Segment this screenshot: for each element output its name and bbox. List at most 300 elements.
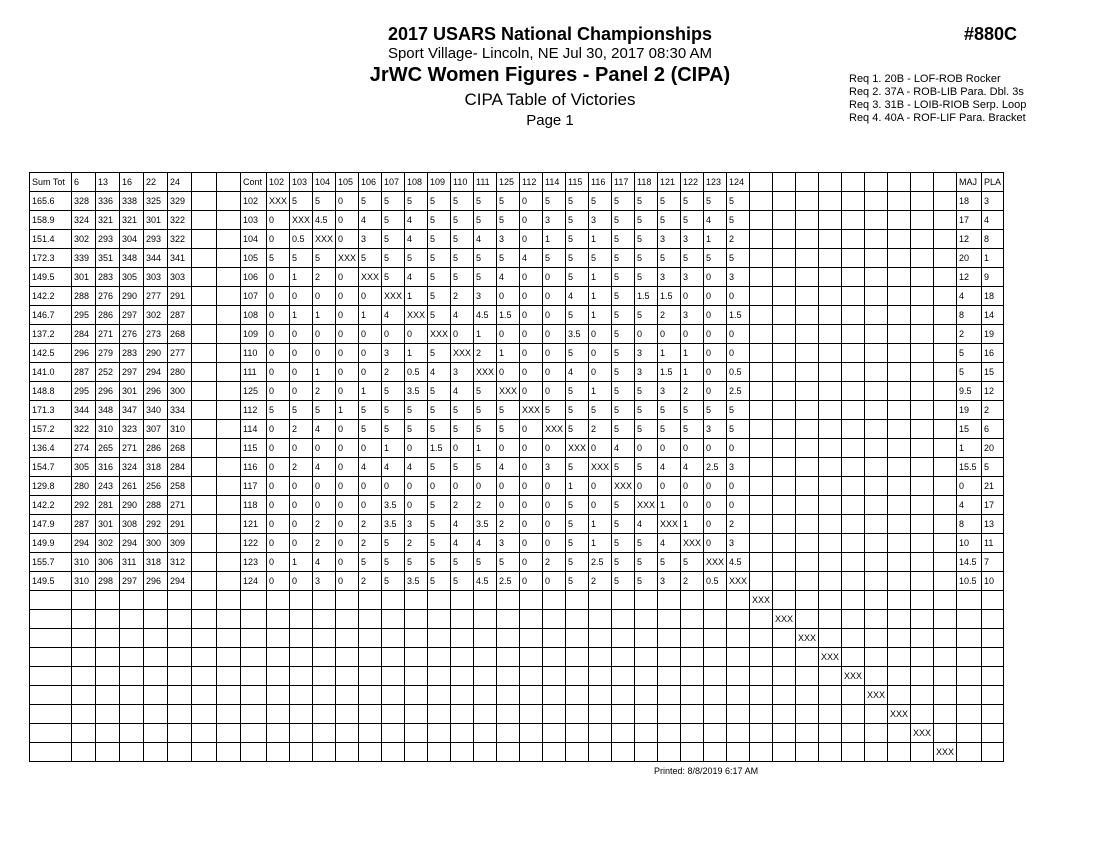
victory-cell: 3 bbox=[635, 363, 658, 382]
opponent-header: 125 bbox=[497, 173, 520, 192]
empty-cell bbox=[750, 705, 773, 724]
empty-cell bbox=[474, 724, 497, 743]
empty-cell bbox=[888, 515, 911, 534]
victory-cell: 5 bbox=[727, 249, 750, 268]
score-header: 16 bbox=[120, 173, 144, 192]
empty-cell bbox=[451, 629, 474, 648]
victory-cell: 5 bbox=[566, 572, 589, 591]
empty-cell bbox=[336, 648, 359, 667]
victory-cell: 0 bbox=[520, 553, 543, 572]
victory-cell: 5 bbox=[405, 553, 428, 572]
victory-cell: 0 bbox=[359, 439, 382, 458]
victory-cell: 0 bbox=[267, 382, 290, 401]
empty-cell bbox=[796, 192, 819, 211]
victory-cell: 5 bbox=[681, 249, 704, 268]
victory-cell: 0 bbox=[727, 287, 750, 306]
score-cell: 322 bbox=[72, 420, 96, 439]
blank-row bbox=[30, 648, 1004, 667]
empty-cell bbox=[819, 629, 842, 648]
victory-cell: 0 bbox=[290, 344, 313, 363]
victory-cell: 4 bbox=[704, 211, 727, 230]
victory-cell: 5 bbox=[612, 344, 635, 363]
victory-cell: 5 bbox=[635, 534, 658, 553]
score-cell: 281 bbox=[96, 496, 120, 515]
empty-cell bbox=[451, 667, 474, 686]
score-cell: 295 bbox=[72, 306, 96, 325]
table-row bbox=[30, 420, 1004, 439]
place-cell: 13 bbox=[982, 515, 1004, 534]
empty-cell bbox=[727, 705, 750, 724]
victory-cell: 5 bbox=[497, 192, 520, 211]
score-cell: 338 bbox=[120, 192, 144, 211]
empty-cell bbox=[704, 629, 727, 648]
victory-cell: 5 bbox=[612, 325, 635, 344]
score-cell: 351 bbox=[96, 249, 120, 268]
empty-cell bbox=[704, 743, 727, 762]
victory-cell: 0 bbox=[290, 363, 313, 382]
empty-cell bbox=[911, 306, 934, 325]
empty-cell bbox=[217, 401, 241, 420]
empty-cell bbox=[144, 667, 168, 686]
victory-cell: 5 bbox=[313, 249, 336, 268]
empty-cell bbox=[750, 344, 773, 363]
empty-cell bbox=[96, 629, 120, 648]
empty-cell bbox=[865, 306, 888, 325]
victory-cell: 0 bbox=[543, 515, 566, 534]
victory-cell: 3 bbox=[681, 268, 704, 287]
sum-total-cell: 142.2 bbox=[30, 496, 72, 515]
victory-cell: 0 bbox=[497, 439, 520, 458]
score-cell: 268 bbox=[168, 439, 192, 458]
empty-cell bbox=[773, 629, 796, 648]
score-cell: 328 bbox=[72, 192, 96, 211]
empty-cell bbox=[888, 230, 911, 249]
victory-cell: 5 bbox=[566, 211, 589, 230]
victory-cell: 1 bbox=[566, 477, 589, 496]
opponent-header: 114 bbox=[543, 173, 566, 192]
victory-cell: 0 bbox=[336, 306, 359, 325]
victory-cell: 0 bbox=[290, 287, 313, 306]
contestant-number-cell: 104 bbox=[241, 230, 267, 249]
empty-cell bbox=[934, 648, 957, 667]
victory-cell: 4.5 bbox=[313, 211, 336, 230]
victory-cell: 5 bbox=[290, 192, 313, 211]
score-cell: 243 bbox=[96, 477, 120, 496]
empty-cell bbox=[842, 705, 865, 724]
empty-cell bbox=[865, 325, 888, 344]
empty-cell bbox=[192, 439, 217, 458]
empty-cell bbox=[819, 344, 842, 363]
empty-cell bbox=[911, 667, 934, 686]
victory-cell: 0 bbox=[336, 496, 359, 515]
victory-cell: 0 bbox=[589, 363, 612, 382]
victory-cell: 0 bbox=[405, 325, 428, 344]
empty-cell bbox=[30, 686, 72, 705]
victory-cell: 1 bbox=[658, 496, 681, 515]
victory-cell: 0 bbox=[727, 496, 750, 515]
empty-cell bbox=[750, 363, 773, 382]
victory-cell: XXX bbox=[313, 230, 336, 249]
victory-cell: 0 bbox=[336, 287, 359, 306]
victory-cell: 5 bbox=[612, 249, 635, 268]
empty-cell bbox=[934, 420, 957, 439]
victory-cell: 5 bbox=[543, 192, 566, 211]
victory-cell: 4.5 bbox=[474, 306, 497, 325]
victory-cell: 0 bbox=[336, 268, 359, 287]
victory-cell: 1 bbox=[290, 306, 313, 325]
contestant-number-cell: 114 bbox=[241, 420, 267, 439]
victory-cell: XXX bbox=[382, 287, 405, 306]
empty-cell bbox=[72, 686, 96, 705]
empty-cell bbox=[290, 629, 313, 648]
majority-cell: 15.5 bbox=[957, 458, 982, 477]
empty-cell bbox=[96, 610, 120, 629]
victory-cell: 2 bbox=[727, 230, 750, 249]
empty-cell bbox=[520, 591, 543, 610]
victory-cell: 2 bbox=[727, 515, 750, 534]
victory-cell: 3 bbox=[658, 572, 681, 591]
victory-cell: 0 bbox=[589, 477, 612, 496]
empty-cell bbox=[773, 230, 796, 249]
opponent-header: 102 bbox=[267, 173, 290, 192]
pla-header: PLA bbox=[982, 173, 1004, 192]
score-cell: 341 bbox=[168, 249, 192, 268]
empty-cell bbox=[982, 724, 1004, 743]
victory-cell: 0 bbox=[313, 325, 336, 344]
victory-cell: 0 bbox=[267, 306, 290, 325]
place-cell: 21 bbox=[982, 477, 1004, 496]
score-header: 6 bbox=[72, 173, 96, 192]
empty-cell bbox=[773, 496, 796, 515]
victory-cell: 1 bbox=[589, 382, 612, 401]
victory-cell: 5 bbox=[382, 268, 405, 287]
empty-cell bbox=[796, 344, 819, 363]
empty-cell bbox=[144, 705, 168, 724]
majority-cell: 14.5 bbox=[957, 553, 982, 572]
victory-cell: 1.5 bbox=[497, 306, 520, 325]
empty-cell bbox=[72, 724, 96, 743]
empty-cell bbox=[267, 743, 290, 762]
victory-cell: 2 bbox=[313, 268, 336, 287]
victory-cell: 1.5 bbox=[658, 363, 681, 382]
empty-cell bbox=[192, 230, 217, 249]
empty-cell bbox=[819, 249, 842, 268]
sum-total-cell: 158.9 bbox=[30, 211, 72, 230]
empty-cell bbox=[865, 667, 888, 686]
victory-cell: 0.5 bbox=[704, 572, 727, 591]
score-cell: 312 bbox=[168, 553, 192, 572]
victory-cell: 3.5 bbox=[566, 325, 589, 344]
victory-cell: 2.5 bbox=[589, 553, 612, 572]
majority-cell: 10 bbox=[957, 534, 982, 553]
empty-cell bbox=[72, 591, 96, 610]
victory-cell: 2 bbox=[313, 515, 336, 534]
victory-cell: 5 bbox=[658, 211, 681, 230]
empty-cell bbox=[865, 401, 888, 420]
victory-cell: 0 bbox=[451, 325, 474, 344]
empty-cell bbox=[911, 496, 934, 515]
empty-cell bbox=[405, 610, 428, 629]
score-header: 13 bbox=[96, 173, 120, 192]
empty-cell bbox=[589, 667, 612, 686]
victory-cell: 3 bbox=[589, 211, 612, 230]
score-cell: 321 bbox=[96, 211, 120, 230]
place-cell: 8 bbox=[982, 230, 1004, 249]
victory-cell: 5 bbox=[382, 249, 405, 268]
empty-cell bbox=[750, 230, 773, 249]
victory-cell: 4 bbox=[658, 534, 681, 553]
score-cell: 290 bbox=[144, 344, 168, 363]
opponent-header: 111 bbox=[474, 173, 497, 192]
empty-cell bbox=[497, 705, 520, 724]
contestant-number-cell: 117 bbox=[241, 477, 267, 496]
victory-cell: 0 bbox=[290, 496, 313, 515]
empty-cell bbox=[704, 705, 727, 724]
empty-cell bbox=[796, 306, 819, 325]
victory-cell: 5 bbox=[428, 192, 451, 211]
empty-cell bbox=[428, 648, 451, 667]
victory-cell: 5 bbox=[428, 401, 451, 420]
victory-cell: 0 bbox=[704, 287, 727, 306]
empty-cell bbox=[819, 667, 842, 686]
victory-cell: 5 bbox=[612, 515, 635, 534]
victory-cell: 4 bbox=[313, 420, 336, 439]
empty-cell bbox=[750, 173, 773, 192]
empty-cell bbox=[934, 458, 957, 477]
empty-cell bbox=[267, 648, 290, 667]
empty-cell bbox=[217, 306, 241, 325]
empty-cell bbox=[241, 705, 267, 724]
empty-cell bbox=[168, 724, 192, 743]
victory-cell: 5 bbox=[497, 249, 520, 268]
empty-cell bbox=[144, 591, 168, 610]
empty-cell bbox=[217, 192, 241, 211]
empty-cell bbox=[267, 686, 290, 705]
empty-cell bbox=[612, 648, 635, 667]
score-cell: 252 bbox=[96, 363, 120, 382]
score-cell: 347 bbox=[120, 401, 144, 420]
empty-cell bbox=[911, 610, 934, 629]
victory-cell: 5 bbox=[428, 306, 451, 325]
empty-cell bbox=[842, 496, 865, 515]
empty-cell bbox=[168, 667, 192, 686]
victory-cell: 0 bbox=[543, 344, 566, 363]
victory-cell: 0 bbox=[543, 534, 566, 553]
score-cell: 296 bbox=[96, 382, 120, 401]
victory-cell: 0 bbox=[727, 325, 750, 344]
empty-cell bbox=[819, 572, 842, 591]
victory-cell: 5 bbox=[474, 211, 497, 230]
victory-cell: 5 bbox=[451, 230, 474, 249]
empty-cell bbox=[934, 268, 957, 287]
victory-cell: 3 bbox=[543, 458, 566, 477]
victory-cell: 4 bbox=[520, 249, 543, 268]
empty-cell bbox=[658, 591, 681, 610]
empty-cell bbox=[865, 173, 888, 192]
victory-cell: 0 bbox=[336, 420, 359, 439]
victory-cell: 0 bbox=[267, 287, 290, 306]
empty-cell bbox=[982, 667, 1004, 686]
empty-cell bbox=[359, 629, 382, 648]
empty-cell bbox=[497, 648, 520, 667]
majority-cell: 8 bbox=[957, 306, 982, 325]
majority-cell: 0 bbox=[957, 477, 982, 496]
score-cell: 294 bbox=[144, 363, 168, 382]
victory-cell: 5 bbox=[405, 249, 428, 268]
empty-cell bbox=[911, 648, 934, 667]
empty-cell bbox=[842, 249, 865, 268]
table-row bbox=[30, 268, 1004, 287]
sum-total-cell: 149.5 bbox=[30, 268, 72, 287]
empty-cell bbox=[405, 705, 428, 724]
victory-cell: 0 bbox=[589, 325, 612, 344]
empty-cell bbox=[819, 743, 842, 762]
victory-cell: 0 bbox=[520, 325, 543, 344]
victory-cell: 2 bbox=[313, 382, 336, 401]
empty-cell bbox=[451, 686, 474, 705]
victory-cell: 0 bbox=[589, 344, 612, 363]
empty-cell bbox=[819, 705, 842, 724]
victory-cell: 5 bbox=[382, 382, 405, 401]
empty-cell bbox=[120, 724, 144, 743]
empty-cell bbox=[842, 401, 865, 420]
score-cell: 302 bbox=[96, 534, 120, 553]
score-cell: 271 bbox=[168, 496, 192, 515]
requirement-item: Req 4. 40A - ROF-LIF Para. Bracket bbox=[849, 112, 1026, 124]
empty-cell bbox=[120, 705, 144, 724]
victory-cell: 0 bbox=[727, 477, 750, 496]
victory-cell: 2.5 bbox=[497, 572, 520, 591]
victory-cell: 4 bbox=[497, 268, 520, 287]
victory-cell: 2 bbox=[451, 287, 474, 306]
majority-cell: 12 bbox=[957, 268, 982, 287]
empty-cell bbox=[796, 268, 819, 287]
score-cell: 309 bbox=[168, 534, 192, 553]
victory-cell: 5 bbox=[428, 534, 451, 553]
empty-cell bbox=[543, 591, 566, 610]
empty-cell bbox=[865, 629, 888, 648]
empty-cell bbox=[842, 724, 865, 743]
empty-cell bbox=[658, 686, 681, 705]
victory-cell: 1 bbox=[405, 287, 428, 306]
empty-cell bbox=[543, 743, 566, 762]
empty-cell bbox=[773, 420, 796, 439]
empty-cell bbox=[217, 496, 241, 515]
empty-cell bbox=[192, 724, 217, 743]
empty-cell bbox=[750, 401, 773, 420]
empty-cell bbox=[520, 629, 543, 648]
empty-cell bbox=[934, 610, 957, 629]
victory-cell: 0 bbox=[336, 515, 359, 534]
empty-cell bbox=[796, 667, 819, 686]
empty-cell bbox=[888, 686, 911, 705]
empty-cell bbox=[934, 667, 957, 686]
empty-cell bbox=[865, 344, 888, 363]
empty-cell bbox=[497, 667, 520, 686]
empty-cell bbox=[819, 192, 842, 211]
empty-cell bbox=[451, 705, 474, 724]
empty-cell bbox=[911, 344, 934, 363]
empty-cell bbox=[359, 724, 382, 743]
majority-cell: 10.5 bbox=[957, 572, 982, 591]
victory-cell: 0 bbox=[267, 268, 290, 287]
empty-cell bbox=[888, 591, 911, 610]
victory-cell: 0 bbox=[405, 477, 428, 496]
victory-cell: 0 bbox=[543, 325, 566, 344]
empty-cell bbox=[359, 667, 382, 686]
sum-total-cell: 142.2 bbox=[30, 287, 72, 306]
victory-cell: 0 bbox=[589, 496, 612, 515]
victory-cell: 5 bbox=[612, 363, 635, 382]
victory-cell: 0 bbox=[267, 477, 290, 496]
score-cell: 307 bbox=[144, 420, 168, 439]
empty-cell bbox=[217, 325, 241, 344]
empty-cell bbox=[192, 743, 217, 762]
victory-cell: 5 bbox=[658, 249, 681, 268]
victory-cell: 5 bbox=[290, 401, 313, 420]
score-cell: 296 bbox=[72, 344, 96, 363]
empty-cell bbox=[842, 629, 865, 648]
empty-cell bbox=[888, 382, 911, 401]
empty-cell bbox=[72, 705, 96, 724]
empty-cell bbox=[241, 667, 267, 686]
victory-cell: 5 bbox=[451, 401, 474, 420]
victory-cell: 0 bbox=[451, 477, 474, 496]
victory-cell: 5 bbox=[566, 230, 589, 249]
empty-cell bbox=[750, 724, 773, 743]
empty-cell bbox=[842, 553, 865, 572]
blank-row bbox=[30, 743, 1004, 762]
score-cell: 288 bbox=[144, 496, 168, 515]
score-cell: 300 bbox=[168, 382, 192, 401]
empty-cell bbox=[566, 629, 589, 648]
empty-cell bbox=[120, 667, 144, 686]
empty-cell bbox=[681, 724, 704, 743]
empty-cell bbox=[842, 344, 865, 363]
blank-row bbox=[30, 610, 1004, 629]
empty-cell bbox=[750, 667, 773, 686]
victory-cell: 0 bbox=[290, 382, 313, 401]
table-row bbox=[30, 534, 1004, 553]
empty-cell bbox=[750, 249, 773, 268]
empty-cell bbox=[773, 686, 796, 705]
victory-cell: 5 bbox=[635, 249, 658, 268]
victory-cell: 5 bbox=[658, 553, 681, 572]
empty-cell bbox=[192, 648, 217, 667]
empty-cell bbox=[865, 591, 888, 610]
diagonal-mark-cell: XXX bbox=[773, 610, 796, 629]
empty-cell bbox=[842, 439, 865, 458]
empty-cell bbox=[382, 610, 405, 629]
empty-cell bbox=[192, 591, 217, 610]
empty-cell bbox=[888, 173, 911, 192]
contestant-number-cell: 123 bbox=[241, 553, 267, 572]
empty-cell bbox=[635, 648, 658, 667]
empty-cell bbox=[217, 553, 241, 572]
empty-cell bbox=[727, 591, 750, 610]
table-row bbox=[30, 382, 1004, 401]
empty-cell bbox=[168, 743, 192, 762]
empty-cell bbox=[217, 667, 241, 686]
empty-cell bbox=[773, 173, 796, 192]
victory-cell: 4 bbox=[313, 458, 336, 477]
score-cell: 348 bbox=[120, 249, 144, 268]
empty-cell bbox=[727, 743, 750, 762]
empty-cell bbox=[865, 553, 888, 572]
victory-cell: 5 bbox=[681, 401, 704, 420]
empty-cell bbox=[865, 382, 888, 401]
contestant-number-cell: 110 bbox=[241, 344, 267, 363]
